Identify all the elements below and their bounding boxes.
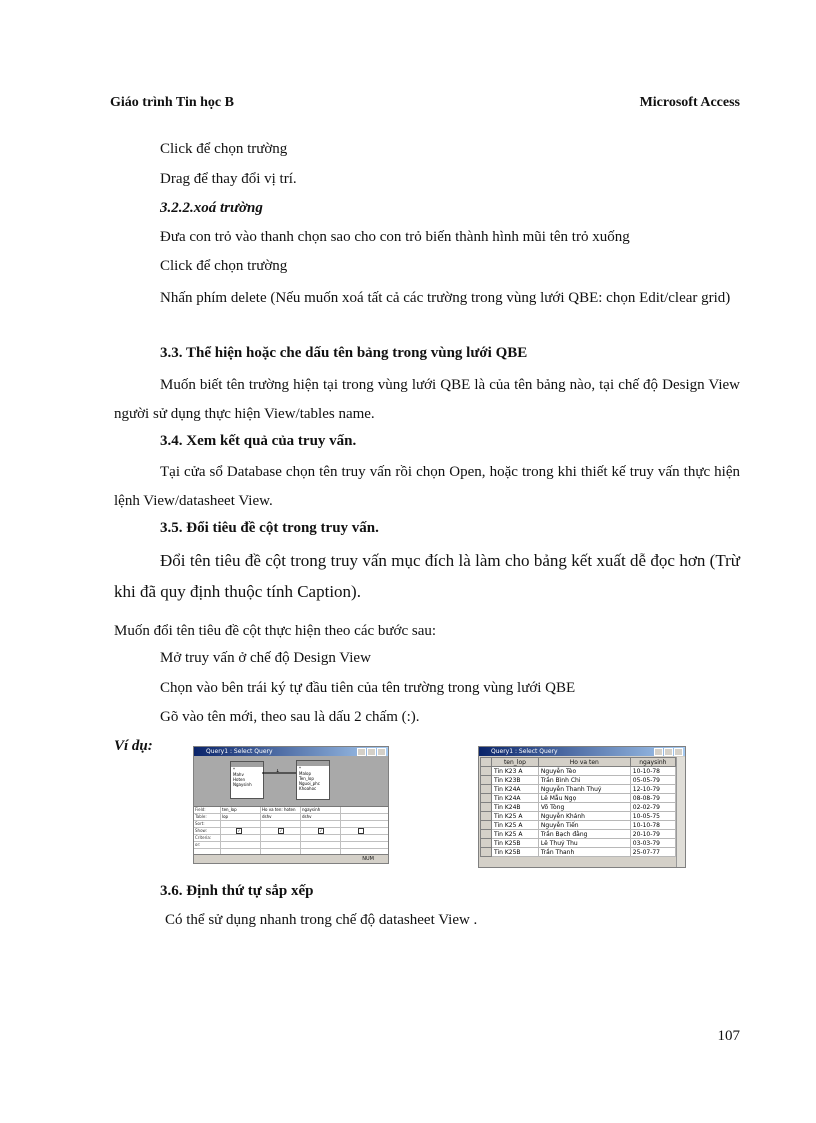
table-cell: Võ Tòng [538,803,630,812]
column-header: ngaysinh [630,758,675,767]
table-cell: 20-10-79 [630,830,675,839]
table-cell: 03-03-79 [630,839,675,848]
row-selector [481,776,492,785]
table-cell: Tin K24B [492,803,539,812]
show-checkbox [358,828,364,834]
table-row [481,821,676,830]
field-item: Hoten [233,777,246,782]
field-item: Malop [299,771,311,776]
grid-cell: Ho va ten: hoten [262,807,296,812]
query-design-screenshot [193,746,389,864]
row-selector [481,794,492,803]
table-row [481,776,676,785]
minimize-icon [654,748,663,756]
table-row [481,767,676,776]
row-selector [481,839,492,848]
field-item: Nguoi_phc [299,781,320,786]
section-heading-322: 3.2.2.xoá trường [160,200,263,216]
grid-cell: dshv [302,814,312,819]
table-cell: Tin K25 A [492,821,539,830]
field-item: * [233,767,235,772]
table-cell: Nguyễn Tèo [538,767,630,776]
text-line: Chọn vào bên trái ký tự đầu tiên của tên trường trong vùng lưới QBE [160,680,576,696]
table-cell: 08-08-79 [630,794,675,803]
header-right: Microsoft Access [639,95,740,110]
table-cell: 25-07-77 [630,848,675,857]
grid-label: Field: [195,807,206,812]
minimize-icon [357,748,366,756]
table-cell: Tin K24A [492,794,539,803]
status-bar [194,854,388,863]
row-selector [481,803,492,812]
paragraph-35: Đổi tên tiêu đề cột trong truy vấn mục đích là làm cho bảng kết xuất dễ đọc hơn (Trừ khi đã quy định thuộc tính Caption). [114,551,740,601]
maximize-icon [664,748,673,756]
grid-label: Table: [195,814,207,819]
header-left: Giáo trình Tin học B [110,95,234,110]
field-item: Ngaysinh [233,782,252,787]
table-cell: Tin K25 A [492,812,539,821]
column-header: Ho va ten [538,758,630,767]
table-row [481,812,676,821]
table-cell: Tin K25B [492,848,539,857]
show-checkbox: ✓ [237,828,241,833]
svg-text:1: 1 [276,769,280,774]
grid-label: Criteria: [195,835,212,840]
column-header: ten_lop [492,758,539,767]
table-cell: Tin K23B [492,776,539,785]
table-cell: Trần Thanh [538,848,630,857]
table-cell: Nguyễn Thanh Thuỷ [538,785,630,794]
section-heading-35: 3.5. Đổi tiêu đề cột trong truy vấn. [160,520,379,536]
paragraph-33: Muốn biết tên trường hiện tại trong vùng lưới QBE là của tên bảng nào, tại chế độ Design View người sử dụng thực hiện View/tables name. [114,377,740,422]
field-item: Mahv [233,772,244,777]
row-selector [481,821,492,830]
field-item: * [299,766,301,771]
row-selector [481,848,492,857]
section-heading-33: 3.3. Thể hiện hoặc che dấu tên bảng trong vùng lưới QBE [160,345,528,361]
table-row [481,803,676,812]
table-cell: Tin K23 A [492,767,539,776]
table-cell: Nguyễn Khánh [538,812,630,821]
table-cell: Tin K25B [492,839,539,848]
text-line: Muốn đổi tên tiêu đề cột thực hiện theo các bước sau: [114,623,437,639]
row-selector-header [481,758,492,767]
grid-cell: dshv [262,814,272,819]
show-checkbox: ✓ [319,828,323,833]
grid-label: Show: [195,828,207,833]
qbe-grid [194,806,388,855]
window-titlebar [479,747,685,756]
close-icon [377,748,386,756]
text-line: Đưa con trỏ vào thanh chọn sao cho con trỏ biến thành hình mũi tên trỏ xuống [160,229,630,245]
text-line: Có thể sử dụng nhanh trong chế độ datasheet View . [165,912,478,928]
row-selector [481,812,492,821]
datasheet-screenshot [478,746,686,868]
table-row [481,848,676,857]
table-cell: 02-02-79 [630,803,675,812]
grid-cell: ngaysinh [302,807,321,812]
scrollbar [676,757,685,867]
table-row [481,794,676,803]
text-line: Gõ vào tên mới, theo sau là dấu 2 chấm (:). [160,709,420,725]
text-line: Mở truy vấn ở chế độ Design View [160,650,371,666]
table-row [481,785,676,794]
paragraph-34: Tại cửa sổ Database chọn tên truy vấn rồi chọn Open, hoặc trong khi thiết kế truy vấn thực hiện lệnh View/datasheet View. [114,464,740,509]
example-label: Ví dụ: [114,738,153,754]
table-cell: Trần Bình Chi [538,776,630,785]
paragraph-delete: Nhấn phím delete (Nếu muốn xoá tất cả các trường trong vùng lưới QBE: chọn Edit/clear grid) [160,290,731,306]
page-number: 107 [717,1028,740,1044]
row-selector [481,785,492,794]
table-row [481,839,676,848]
datasheet-table [480,757,676,857]
status-text: NUM [362,856,374,862]
show-checkbox: ✓ [279,828,283,833]
table-cell: 10-05-75 [630,812,675,821]
table-cell: Tin K24A [492,785,539,794]
table-cell: 10-10-78 [630,821,675,830]
window-titlebar [194,747,388,756]
text-line: Click để chọn trường [160,141,288,157]
text-line: Drag để thay đổi vị trí. [160,171,297,187]
maximize-icon [367,748,376,756]
section-heading-36: 3.6. Định thứ tự sắp xếp [160,883,314,899]
grid-cell: ten_lop [222,807,237,812]
close-icon [674,748,683,756]
table-cell: 12-10-79 [630,785,675,794]
text-line: Click để chọn trường [160,258,288,274]
section-heading-34: 3.4. Xem kết quả của truy vấn. [160,433,357,449]
table-box-lop [296,760,330,800]
row-selector [481,830,492,839]
window-title: Query1 : Select Query [206,748,273,755]
table-box-dshv [230,761,264,799]
table-cell: Tin K25 A [492,830,539,839]
table-pane [194,756,388,806]
window-title: Query1 : Select Query [491,748,558,755]
table-cell: Lê Mẫu Ngọ [538,794,630,803]
relationship-line [262,769,296,777]
table-row [481,830,676,839]
field-item: Khoahoc [299,786,317,791]
grid-label: Sort: [195,821,205,826]
field-item: Ten_lop [299,776,314,781]
table-cell: Trần Bạch đằng [538,830,630,839]
grid-cell: lop [222,814,229,819]
row-selector [481,767,492,776]
table-cell: 05-05-79 [630,776,675,785]
table-cell: Lê Thuỷ Thu [538,839,630,848]
grid-label: or: [195,842,201,847]
table-cell: Nguyễn Tiến [538,821,630,830]
table-cell: 10-10-78 [630,767,675,776]
